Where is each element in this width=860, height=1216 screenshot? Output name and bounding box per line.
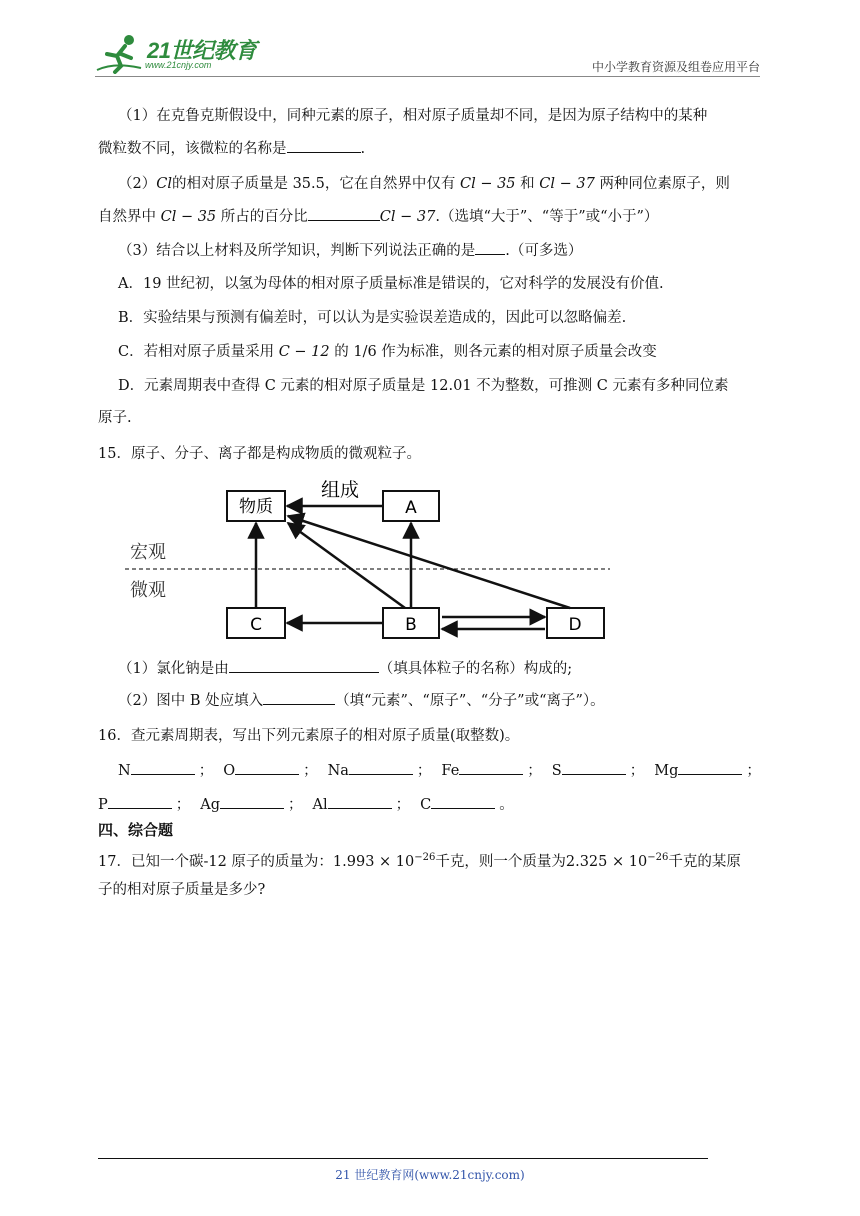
q14-part1-line1: （1）在克鲁克斯假设中，同种元素的原子，相对原子质量却不同，是因为原子结构中的某种 [118, 108, 708, 124]
q14-option-c-text2: 的 1/6 作为标准，则各元素的相对原子质量会改变 [334, 344, 657, 360]
element-symbol: Al [312, 797, 328, 813]
element-symbol: Fe [441, 763, 460, 779]
q14-option-a: A．19 世纪初，以氢为母体的相对原子质量标准是错误的，它对科学的发展没有价值. [118, 276, 664, 292]
q15-stem: 15．原子、分子、离子都是构成物质的微观粒子。 [98, 446, 421, 462]
q17-line2: 子的相对原子质量是多少? [98, 882, 266, 898]
label-compose: 组成 [320, 479, 360, 501]
q15-part2-text1: （2）图中 B 处应填入 [118, 693, 264, 709]
element-symbol: Na [327, 763, 349, 779]
math-cl35-b: Cl − 35 [160, 209, 217, 225]
q14-blank-1[interactable] [287, 138, 361, 153]
separator: 。 [499, 797, 514, 813]
separator: ； [416, 763, 432, 779]
q15-part1-text2: （填具体粒子的名称）构成的; [378, 661, 573, 677]
q14-part2-text4: 所占的百分比 [220, 209, 308, 225]
q15-part1-text1: （1）氯化钠是由 [118, 661, 229, 677]
label-c: C [250, 615, 262, 635]
q14-part2-text1: 的相对原子质量是 35.5，它在自然界中仅有 [171, 176, 456, 192]
runner-icon [95, 32, 145, 74]
q15-blank-2[interactable] [263, 690, 335, 705]
q16-stem: 16．查元素周期表，写出下列元素原子的相对原子质量(取整数)。 [98, 728, 520, 744]
q14-part2-text3: 自然界中 [98, 209, 156, 225]
q15-blank-1[interactable] [229, 658, 379, 673]
separator: ； [198, 763, 214, 779]
element-symbol: P [98, 797, 108, 813]
element-symbol: Mg [654, 763, 679, 779]
q14-part2-and: 和 [520, 176, 535, 192]
q14-part2-line2 [98, 206, 658, 227]
answer-blank[interactable] [459, 760, 523, 775]
q14-part3 [118, 240, 582, 261]
q14-blank-3[interactable] [475, 240, 505, 255]
answer-blank[interactable] [562, 760, 626, 775]
q17-text2: 千克，则一个质量为 [435, 853, 566, 870]
answer-blank[interactable] [678, 760, 742, 775]
q14-part2-text5: .（选填“大于”、“等于”或“小于”） [435, 209, 659, 225]
logo-text: 21世纪教育 [147, 38, 257, 63]
q14-part1-text: 微粒数不同，该微粒的名称是 [98, 141, 287, 157]
label-substance: 物质 [239, 497, 273, 517]
math-c12: C − 12 [278, 344, 330, 360]
q17-mass1-base: 1.993 × 10 [332, 853, 415, 870]
q14-part1-line2 [98, 138, 365, 159]
logo-url: www.21cnjy.com [145, 60, 212, 70]
answer-blank[interactable] [131, 760, 195, 775]
q14-option-d-line2: 原子. [98, 410, 132, 426]
q17-mass1 [333, 854, 435, 870]
label-b: B [405, 615, 417, 635]
q16-row2 [98, 794, 524, 815]
q14-option-d-line1: D．元素周期表中查得 C 元素的相对原子质量是 12.01 不为整数，可推测 C 元素有多种同位素 [118, 378, 729, 394]
math-cl37-b: Cl − 37 [379, 209, 436, 225]
q14-part1-end: . [360, 141, 366, 157]
element-symbol: S [551, 763, 562, 779]
arrow-d-to-substance [288, 516, 570, 608]
q14-option-c-text1: C．若相对原子质量采用 [118, 344, 275, 360]
answer-blank[interactable] [220, 794, 284, 809]
answer-blank[interactable] [328, 794, 392, 809]
q14-part2-text2: 两种同位素原子，则 [599, 176, 730, 192]
element-symbol: Ag [200, 797, 221, 813]
answer-blank[interactable] [235, 760, 299, 775]
q17-mass2 [566, 854, 668, 870]
q15-part1 [118, 658, 572, 679]
q17-text1: 17．已知一个碳-12 原子的质量为： [98, 853, 333, 870]
separator: ； [288, 797, 303, 813]
q17-line1 [98, 848, 741, 872]
label-d: D [568, 615, 582, 635]
separator: ； [303, 763, 318, 779]
page-footer: 21 世纪教育网(www.21cnjy.com) [335, 1168, 525, 1182]
q15-part2 [118, 690, 605, 711]
q17-mass2-exp: −26 [647, 852, 669, 863]
particle-diagram [120, 472, 615, 644]
q14-blank-2[interactable] [308, 206, 380, 221]
label-a: A [405, 498, 417, 518]
footer-divider [98, 1158, 708, 1159]
element-symbol: O [223, 763, 236, 779]
element-symbol: N [118, 763, 131, 779]
page-header [95, 28, 760, 78]
q17-text3: 千克的某原 [668, 853, 741, 870]
site-logo [95, 32, 265, 74]
q17-mass1-exp: −26 [414, 852, 436, 863]
separator: ； [629, 763, 645, 779]
math-cl37: Cl − 37 [539, 176, 595, 192]
math-cl35: Cl − 35 [459, 176, 516, 192]
q14-part3-end: .（可多选） [505, 243, 583, 259]
separator: ； [527, 763, 542, 779]
q14-option-c [118, 342, 657, 362]
answer-blank[interactable] [349, 760, 413, 775]
answer-blank[interactable] [431, 794, 495, 809]
answer-blank[interactable] [108, 794, 172, 809]
q17-mass2-base: 2.325 × 10 [565, 853, 648, 870]
q14-part3-text: （3）结合以上材料及所学知识，判断下列说法正确的是 [118, 243, 476, 259]
separator: ； [395, 797, 411, 813]
separator: ； [746, 763, 761, 779]
label-micro: 微观 [130, 580, 166, 601]
label-macro: 宏观 [130, 542, 166, 563]
element-symbol: C [420, 797, 432, 813]
header-tagline: 中小学教育资源及组卷应用平台 [591, 60, 760, 74]
q14-part2-line1 [118, 174, 730, 194]
header-divider [95, 76, 760, 77]
q16-row1 [118, 760, 771, 781]
math-cl: Cl [156, 176, 172, 192]
q15-part2-text2: （填“元素”、“原子”、“分子”或“离子”）。 [335, 693, 605, 709]
separator: ； [175, 797, 191, 813]
section-title-4: 四、综合题 [98, 821, 174, 839]
q14-option-b: B．实验结果与预测有偏差时，可以认为是实验误差造成的，因此可以忽略偏差. [118, 310, 627, 326]
q14-part2-num: （2） [118, 176, 157, 192]
